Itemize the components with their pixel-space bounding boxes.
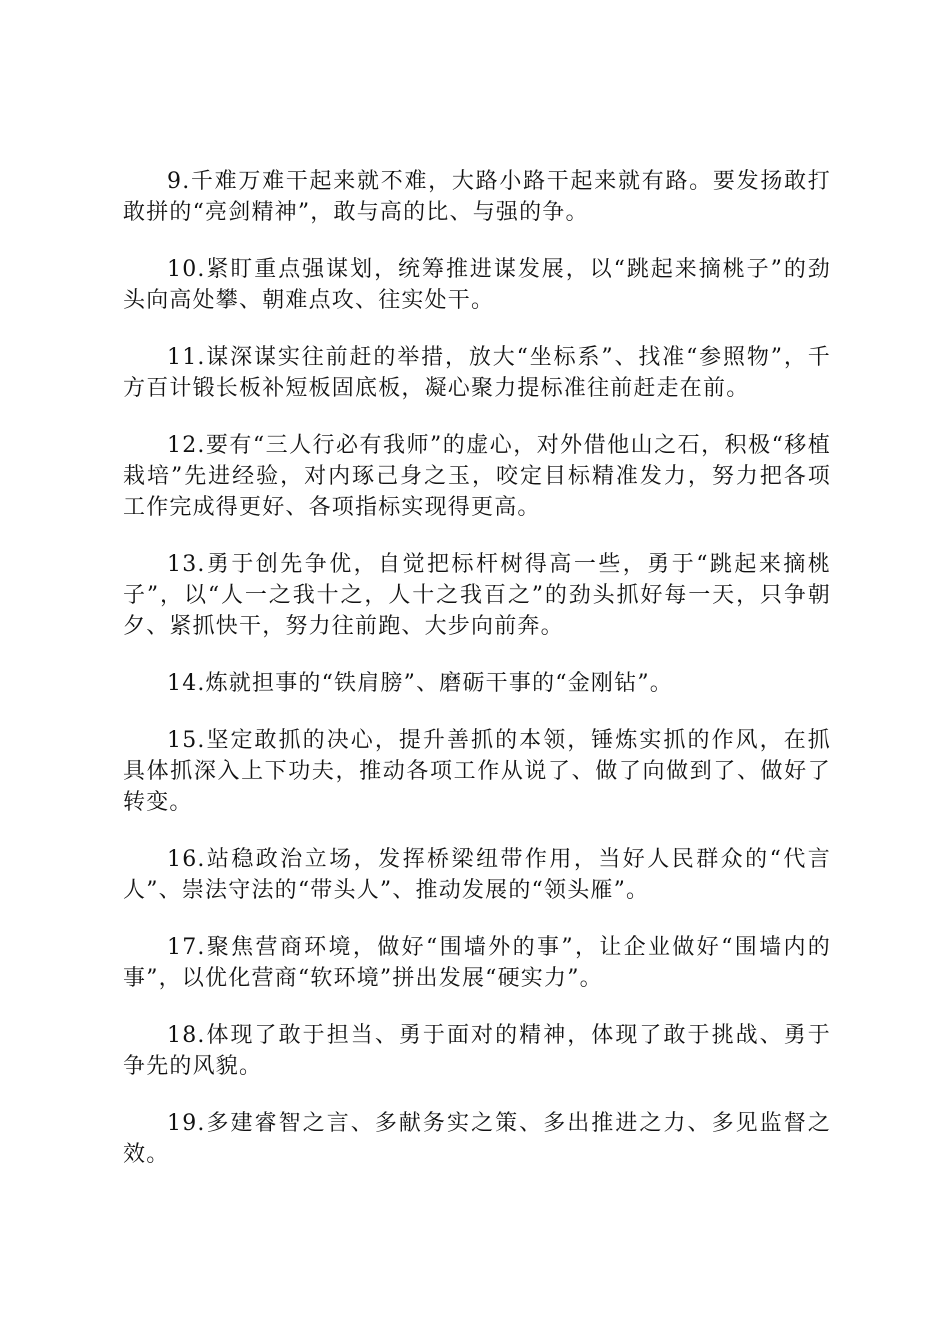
paragraph-9: 9.千难万难干起来就不难，大路小路干起来就有路。要发扬敢打敢拼的“亮剑精神”，敢与高的比、与强的争。 xyxy=(123,169,831,225)
paragraph-12: 12.要有“三人行必有我师”的虚心，对外借他山之石，积极“移植栽培”先进经验，对内琢己身之玉，咬定目标精准发力，努力把各项工作完成得更好、各项指标实现得更高。 xyxy=(123,433,831,520)
paragraph-16: 16.站稳政治立场，发挥桥梁纽带作用，当好人民群众的“代言人”、崇法守法的“带头人”、推动发展的“领头雁”。 xyxy=(123,847,831,903)
paragraph-15: 15.坚定敢抓的决心，提升善抓的本领，锤炼实抓的作风，在抓具体抓深入上下功夫，推动各项工作从说了、做了向做到了、做好了转变。 xyxy=(123,728,831,815)
paragraph-11: 11.谋深谋实往前赶的举措，放大“坐标系”、找准“参照物”，千方百计锻长板补短板固底板，凝心聚力提标准往前赶走在前。 xyxy=(123,345,831,401)
paragraph-18: 18.体现了敢于担当、勇于面对的精神，体现了敢于挑战、勇于争先的风貌。 xyxy=(123,1023,831,1079)
paragraph-10: 10.紧盯重点强谋划，统筹推进谋发展，以“跳起来摘桃子”的劲头向高处攀、朝难点攻、往实处干。 xyxy=(123,257,831,313)
paragraph-14: 14.炼就担事的“铁肩膀”、磨砺干事的“金刚钻”。 xyxy=(167,671,673,696)
paragraph-13: 13.勇于创先争优，自觉把标杆树得高一些，勇于“跳起来摘桃子”，以“人一之我十之，人十之我百之”的劲头抓好每一天，只争朝夕、紧抓快干，努力往前跑、大步向前奔。 xyxy=(123,552,831,639)
paragraph-19: 19.多建睿智之言、多献务实之策、多出推进之力、多见监督之效。 xyxy=(123,1111,831,1167)
document-body xyxy=(123,166,831,1196)
paragraph-17: 17.聚焦营商环境，做好“围墙外的事”，让企业做好“围墙内的事”，以优化营商“软环境”拼出发展“硬实力”。 xyxy=(123,935,831,991)
